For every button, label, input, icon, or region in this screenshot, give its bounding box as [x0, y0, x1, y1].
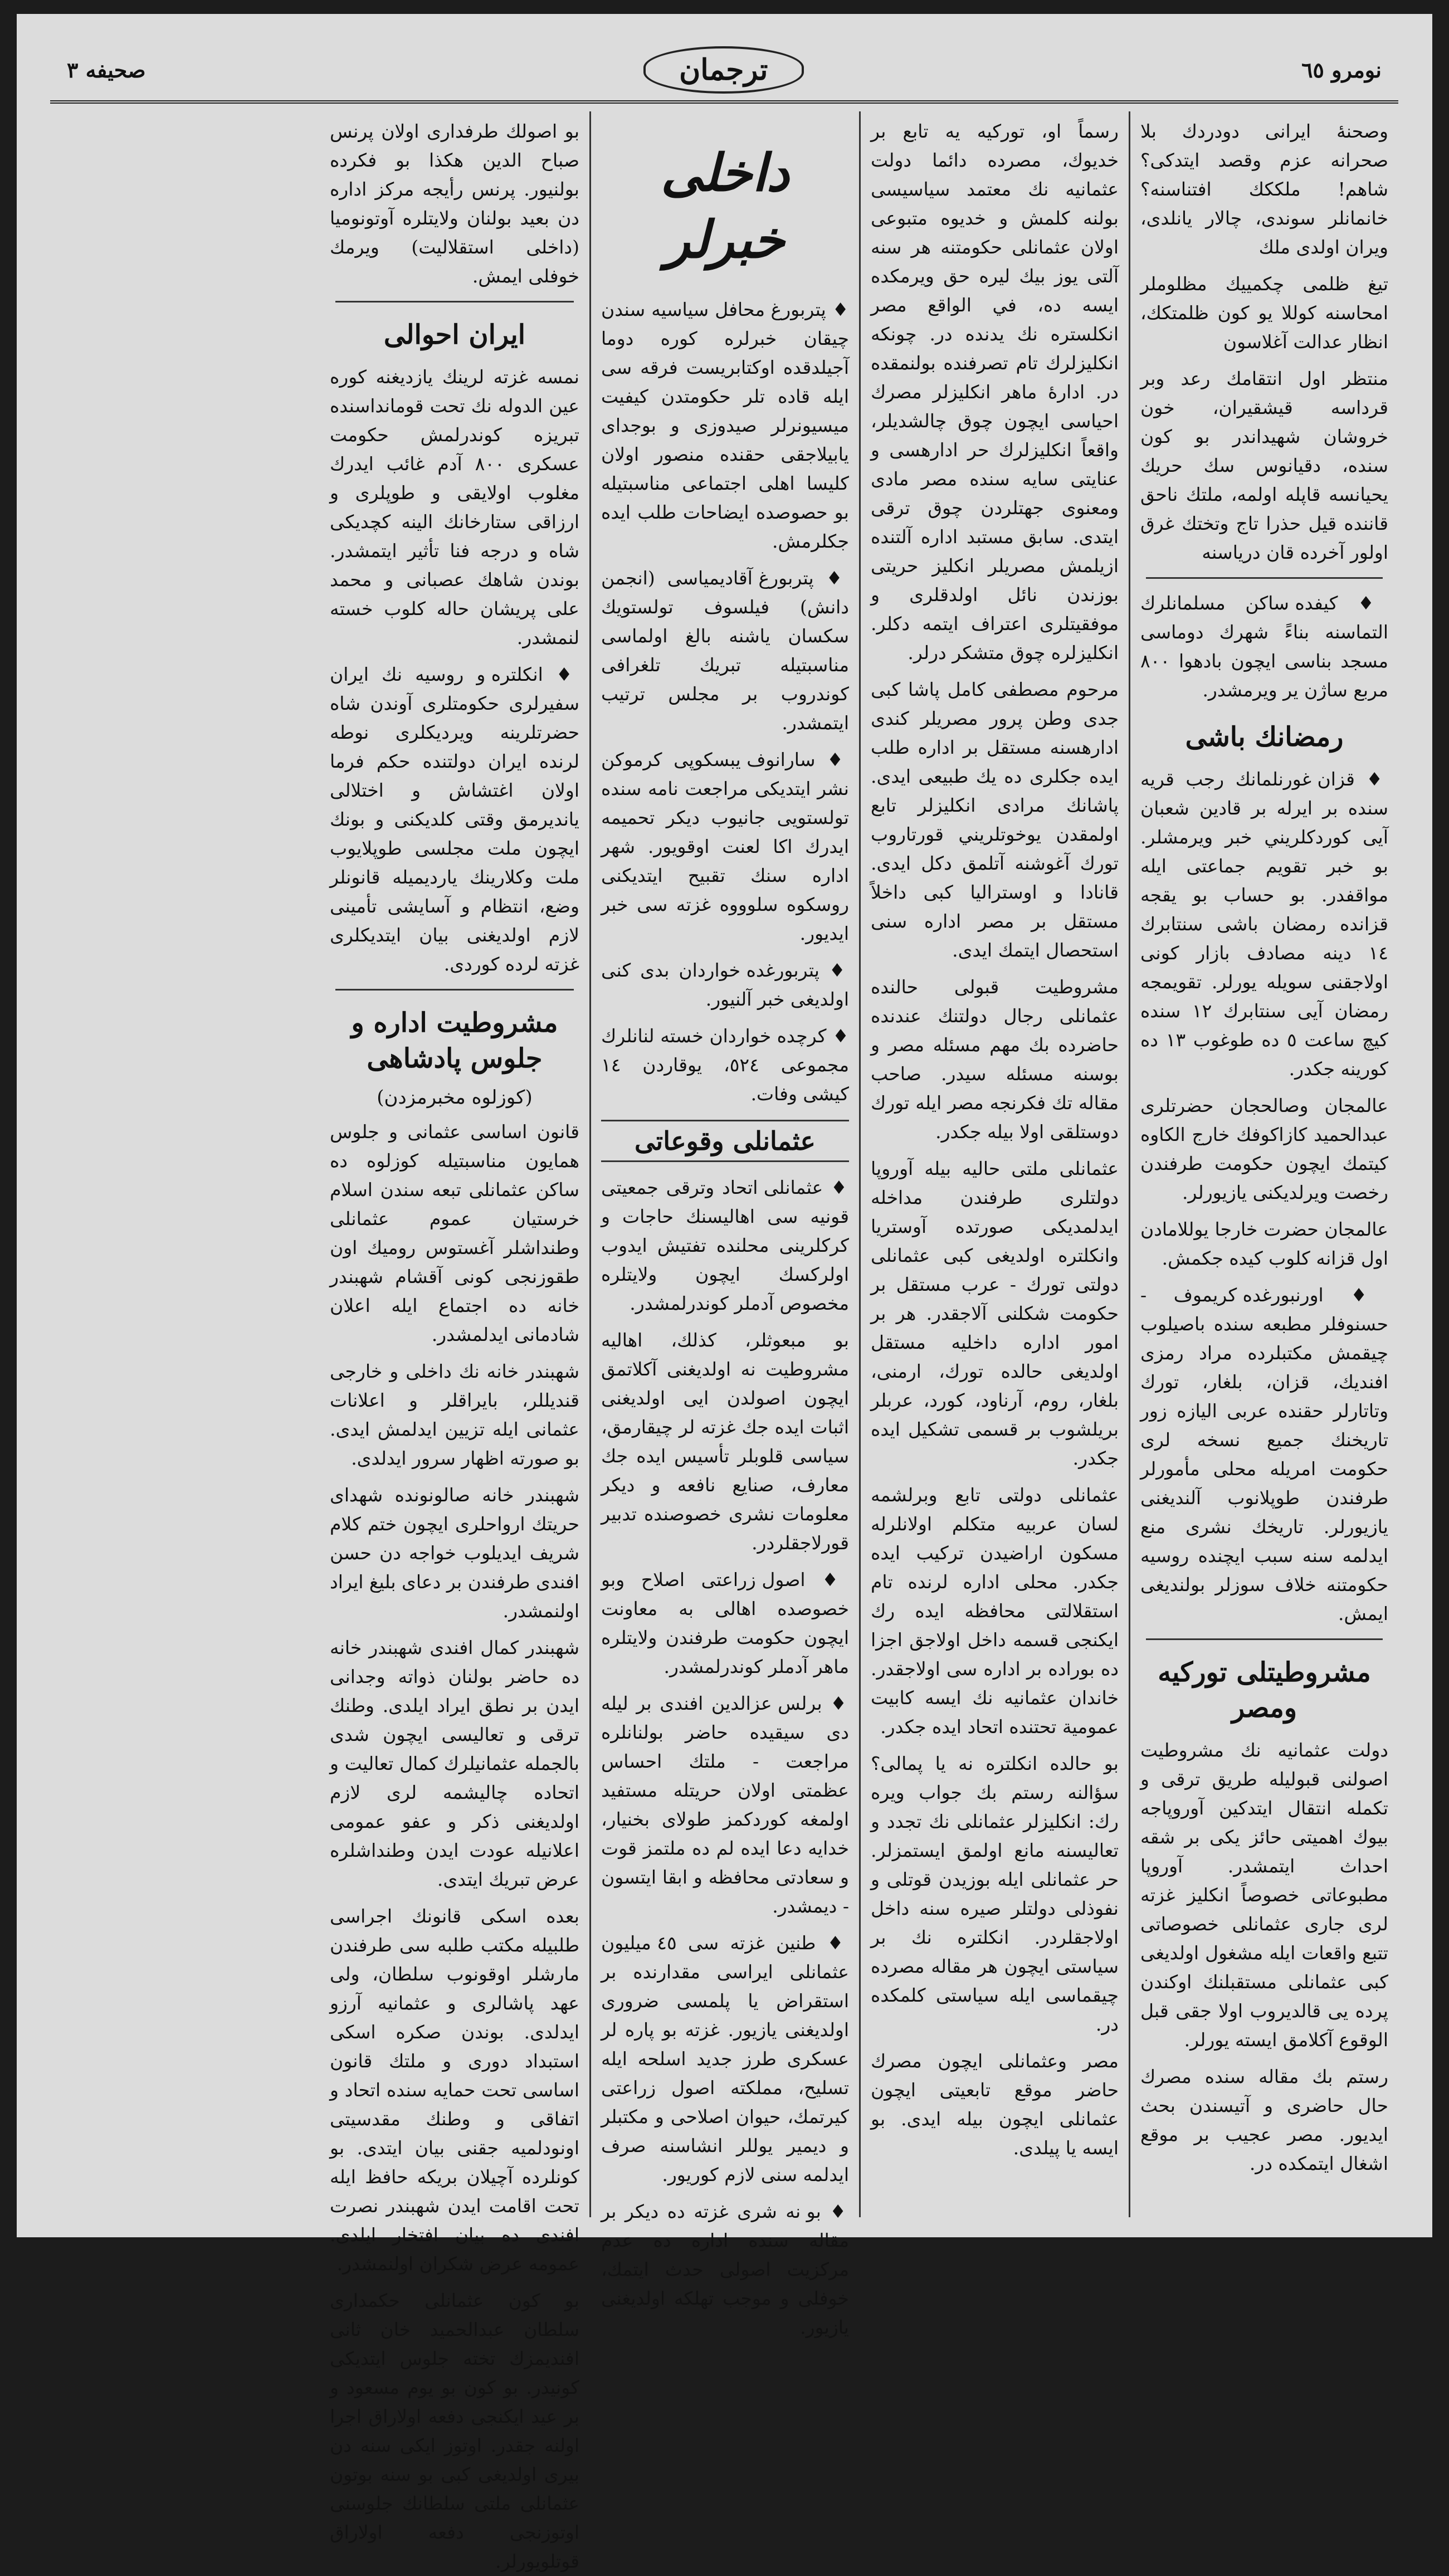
news-item: عالمجان حضرت خارجا يوللامادن اول قزانه كلوب كيده جكمش. — [1140, 1218, 1388, 1269]
section-heading-iran: ايران احوالى — [383, 319, 526, 350]
news-item: ♦ عثمانلى اتحاد وترقى جمعيتى قونيه سى اهاليسنك حاجات و كركلرينى محلنده تفتيش ايدوب اولركسك ايچون ولايتلره مخصوص آدملر كوندرلمشدر. — [601, 1173, 849, 1318]
columns — [50, 111, 1398, 2572]
news-item: ♦ پتربورغ محافل سياسيه سندن چيقان خبرلره كوره دوما آجيلدقده اوكتابريست فرقه سى ايله قاده تلر حكومتدن كيفيت ميسيونرلر صيدوزى و بوجداى يابيلاجقى حقنده منصور اولان كليسا اهلى اجتماعى مناسبتيله بو حصوصده ايضاحات طلب ايده جكلرمش. — [601, 295, 849, 556]
article-paragraph: بعده اسكى قانونك اجراسى طلبيله مكتب طلبه سى طرفندن مارشلر اوقونوب سلطان، ولى عهد پاشالرى و عثمانيه آرزو ايدلدى. بوندن صكره اسكى استبداد دورى و ملتك قانون اساسى تحت حمايه سنده اتحاد و اتفاقى و وطنك مقدسيتى اونودلميه جقنى بيان ايتدى. بو كونلرده آچيلان بريكه حافظ ايله تحت اقامت ايدن شهبندر نصرت افندى ده بيان افتخار ايلدى. عمومه عرض شكران اولنمشدر. — [330, 1905, 579, 2275]
poem-stanza: تيغ ظلمى چكمييك مظلوملر امحاسنه كوللا يو كون ظلمتكك، انظار عدالت آغلاسون — [1140, 273, 1388, 353]
article-paragraph: شهبندر خانه صالونونده شهداى حريتك ارواحلرى ايچون ختم كلام شريف ايديلوب خواجه دن حسن افندى طرفندن بر دعاى بليغ ايراد اولنمشدر. — [330, 1484, 579, 1622]
article-heading: مشروطيت اداره و جلوس پادشاهى — [351, 1007, 558, 1074]
news-item: عالمجان وصالحجان حضرتلرى عبدالحميد كازاكوفك خارج الكاوه كيتمك ايچون حكومت طرفندن رخصت ويرلديكنى يازيورلر. — [1140, 1095, 1388, 1203]
news-item: ♦ پتربورغ آقاديمياسى (انجمن دانش) فيلسوف تولستويك سكسان ياشنه بالغ اولماسى مناسبتيله تبريك تلغرافى كوندروب بر مجلس ترتيب ايتمشدر. — [601, 564, 849, 738]
article-paragraph: قانون اساسى عثمانى و جلوس همايون مناسبتيله كوزلوه ده ساكن عثمانلى تبعه سندن اسلام خرستيان عموم عثمانلى وطنداشلر آغستوس روميك اون طقوزنجى كونى آقشام شهبندر خانه ده اجتماع ايله اعلان شادمانى ايدلمشدر. — [330, 1121, 579, 1345]
correspondent-note: (كوزلوه مخبرمزدن) — [377, 1086, 533, 1109]
divider — [1146, 1638, 1383, 1640]
page-number: صحيفه ٣ — [67, 57, 146, 82]
news-item: ♦ سارانوف يبسكوپى كرموكن نشر ايتديكى مراجعت نامه سنده تولستويى جانيوب ديكر تحميمه ايدرك اكا لعنت اوقويور. شهر اداره سنك تقبيح ايتديكنى روسكوه سلوووه غزته سى خبر ايديور. — [601, 745, 849, 948]
newspaper-page — [17, 14, 1432, 2572]
news-item: بو مبعوثلر، كذلك، اهاليه مشروطيت نه اولديغنى آكلاتمق ايچون اصولدن ايى اولديغنى اثبات ايده جك غزته لر چيقارمق، سياسى قلوبلر تأسيس ايده جك معارف، صنايع نافعه و ديكر معلومات نشرى خصوصنده تدبير قورلاجقلردر. — [601, 1329, 849, 1554]
masthead — [50, 39, 1398, 104]
divider — [335, 989, 574, 991]
section-heading-ottoman: عثمانلى وقوعاتى — [601, 1120, 849, 1162]
article-paragraph: نمسه غزته لرينك يازديغنه كوره عين الدوله نك تحت قومانداسنده تبريزه كوندرلمش حكومت عسكرى ٨٠٠ آدم غائب ايدرك مغلوب اولايقى و طوپلرى و ارزاقى ستارخانك الينه كچديكى شاه و درجه فنا تأثير ايتمشدر. بوندن شاهك عصبانى و محمد على پريشان حاله كلوب خسته لنمشدر. — [330, 366, 579, 648]
news-item: ♦ بو نه شرى غزته ده ديكر بر مقاله سنده اداره ده عدم مركزيت اصولى حدث ايتمك، خوفلى و موجب تهلكه اولديغنى يازيور. — [601, 2197, 849, 2342]
newspaper-title: ترجمان — [643, 46, 803, 94]
news-item: ♦ پتربورغده خواردان بدى كنى اولديغى خبر آلنيور. — [601, 956, 849, 1014]
issue-number: نومرو ٦٥ — [1301, 57, 1382, 82]
article-paragraph: شهبندر كمال افندى شهبندر خانه ده حاضر بولنان ذواته وجدانى ايدن بر نطق ايراد ايلدى. وطنك ترقى و تعاليسى ايچون شدى بالجمله عثمانيلرك كمال تعاليت و اتحاده چاليشمه لرى لازم اولديغنى ذكر و عفو عمومى اعلانيله عودت ايدن وطنداشلره عرض تبريك ايتدى. — [330, 1637, 579, 1890]
article-paragraph: دولت عثمانيه نك مشروطيت اصولنى قبوليله طريق ترقى و تكمله انتقال ايتدكين آوروپاجه بيوك اهميتى حائز يكى بر شقه احداث ايتمشدر. آوروپا مطبوعاتى خصوصاً انكليز غزته لرى جارى عثمانلى خصوصاتى تتبع واقعات ايله مشغول اولديغى كبى عثمانلى مستقبلنك اوكندن پرده يى قالديروب اولا جقى قبل الوقوع آكلامق ايسته يورلر. — [1140, 1739, 1388, 2051]
news-item: ♦ انكلتره و روسيه نك ايران سفيرلرى حكومتلرى آوندن شاه حضرتلرينه ويرديكلرى نوطه لرنده ايران دولتنده حكم فرما اولان اغتشاش و اختلالى يانديرمق وقتى كلديكنى و بونك ايچون ملت مجلسى طوپلايوب ملت وكلارينك يارديميله قانونلر وضع، انتظام و آسايشى تأمينى لازم اولديغنى بيان ايتديكلرى غزته لرده كوردى. — [330, 660, 579, 979]
poem-stanza: وصحنهٔ ايرانى دودردك بلا صحرانه عزم وقصد ايتدكى؟ شاهم! ملككك افتناسنه؟ خانمانلر سوندى، چالار يانلدى، ويران اولدى ملك — [1140, 120, 1388, 258]
article-paragraph: مصر وعثمانلى ايچون مصرك حاضر موقع تابعيتى ايچون عثمانلى ايچون بيله ايدى. بو ايسه يا پيلدى. — [871, 2050, 1119, 2159]
column-3 — [589, 111, 859, 2338]
section-heading: رمضانك باشى — [1185, 721, 1344, 753]
news-item: ♦ كرچده خواردان خسته لنانلرك مجموعى ٥٢٤، يوقاردن ١٤ كيشى وفات. — [601, 1022, 849, 1109]
news-item: ♦ طنين غزته سى ٤٥ ميليون عثمانلى ايراسى مقدارنده بر استقراض يا پلمسى ضرورى اولديغنى يازيور. غزته بو پاره لر عسكرى طرز جديد اسلحه ايله تسليح، مملكته اصول زراعتى كيرتمك، حيوان اصلاحى و مكتبلر و ديمير يوللر انشاسنه صرف ايدلمه سنى لازم كوريور. — [601, 1929, 849, 2189]
article-paragraph: بو حالده انكلتره نه يا پمالى؟ سؤالنه رستم بك جواب ويره رك: انكليزلر عثمانلى نك تجدد و تعاليسنه مانع اولمق ايستمزلر. حر عثمانلى ايله بوزيدن قوتلى و نفوذلى دولتلر صيره سنه داخل اولاجقلردر. انكلتره نك بر سياستى ايچون هر مقاله مصرده چيقماسى ايله سياستى كلمكده در. — [871, 1753, 1119, 2035]
news-item: ♦ برلس عزالدين افندى بر ليله دى سيقيده حاضر بولنانلره مراجعت - ملتك احساس عظمتى اولان حريتله مستفيد اولمغه كوردكمز طولاى بخنيار، خدايه دعا ايده لم ده ملتمز قوت و سعادتى محافظه و ابقا ايتسون - ديمشدر. — [601, 1689, 849, 1921]
news-item: ♦ كيفده ساكن مسلمانلرك التماسنه بناءً شهرك دوماسى مسجد بناسى ايچون بادهوا ٨٠٠ مربع ساژن ير ويرمشدر. — [1140, 589, 1388, 705]
article-paragraph: مشروطيت قبولى حالنده عثمانلى رجال دولتنك عندنده حاضرده بك مهم مسئله مصر و بوسنه مسئله سيدر. صاحب مقاله تك فكرنجه مصر ايله تورك دوستلقى اولا بيله جكدر. — [871, 976, 1119, 1143]
news-item: ♦ قزان غورنلمانك رجب قريه سنده بر ايرله بر قادين شعبان آيى كوردكلريني خبر ويرمشلر. بو خبر تقويم جماعتى ايله مواقفدر. بو حساب بو يقجه قزانده رمضان باشى سنتابرك ١٤ دينه مصادف بازار كونى اولاجقنى سويله يورلر. تقويمجه رمضان آيى سنتابرك ١٢ سنده كيچ ساعت ٥ ده طوغوب ١٣ ده كورينه جكدر. — [1140, 765, 1388, 1084]
column-4 — [320, 111, 589, 2572]
article-heading: مشروطيتلى توركيه ومصر — [1158, 1657, 1371, 1724]
article-paragraph: رسماً او، توركيه يه تابع بر خديوك، مصرده دائما دولت عثمانيه نك معتمد سياسيسى بولنه كلمش و خديوه متبوعى اولان عثمانلى حكومتنه هر سنه آلتى يوز بيك ليره حق ويرمكده ايسه ده، في الواقع مصر انكلستره نك يدنده در. چونكه انكليزلرك تام تصرفنده بولنمقده در. ادارهٔ ماهر انكليزلر مصرك احياسى ايچون چوق چالشديلر، واقعاً انكليزلرك حر ادارهسى و عنايتى سايه سنده مصر مادى ومعنوى جهتلردن چوق ترقى ايتدى. سابق مستبد اداره آلتنده ازيلمش مصريلر انكليز حريتى بوزندن نائل اولدقلرى و موفقيتلرى اعتراف ايتمه دكلر. انكليزلره چوق متشكر درلر. — [871, 120, 1119, 663]
divider — [1146, 577, 1383, 579]
article-paragraph: عثمانلى دولتى تابع وبرلشمه لسان عربيه متكلم اولانلرله مسكون اراضيدن تركيب ايده جكدر. محلى اداره لرنده تام استقلالتى محافظه ايده رك ايكنجى قسمه داخل اولاجق اجزا ده بوراده بر اداره سى اولاجقدر. خاندان عثمانيه نك ايسه كابيت عمومية تحتنده اتحاد ايده جكدر. — [871, 1484, 1119, 1738]
article-paragraph: شهبندر خانه نك داخلى و خارجى قنديللر، بايراقلر و اعلانات عثمانى ايله تزيين ايدلمش ايدى. بو صورته اظهار سرور ايدلدى. — [330, 1360, 579, 1469]
column-1 — [1129, 111, 1398, 2217]
column-2 — [859, 111, 1129, 2217]
article-paragraph: مرحوم مصطفى كامل پاشا كبى جدى وطن پرور مصريلر كندى ادارهسنه مستقل بر اداره طلب ايده جكلرى ده يك طبيعى ايدى. پاشانك مرادى انكليزلر تابع اولمقدن يوخوتلريني قورتاروب تورك آغوشنه آتلمق دكل ايدى. قانادا و اوستراليا كبى داخلاً مستقل بر مصر اداره سنى استحصال ايتمك ايدى. — [871, 679, 1119, 961]
section-heading-domestic: داخلى خبرلر — [661, 143, 789, 270]
article-paragraph: بو اصولك طرفدارى اولان پرنس صباح الدين هكذا بو فكرده بولنيور. پرنس رأيجه مركز اداره دن بعيد بولنان ولايتلره آوتونوميا (داخلى استقلاليت) ويرمك خوفلى ايمش. — [330, 120, 579, 287]
divider — [335, 301, 574, 303]
poem-stanza: منتظر اول انتقامك رعد وبر قرداسه قيشقيران، خون خروشان شهيداندر بو كون سنده، دقيانوس سك حريك يحيانسه قاپله اولمه، ملتك ناحق قاننده قيل حذرا تاج وتختك غرق اولور آخرده قان درياسنه — [1140, 368, 1388, 563]
news-item: ♦ اورنبورغده كريموف - حسنوفلر مطبعه سنده باصيلوب چيقمش مكتبلرده مراد رمزى افنديك، قزان، بلغار، تورك وتاتارلر حقنده عربى اليازه زور تاريخنك جميع نسخه لرى حكومت امريله محلى مأمورلر طرفندن طوپلانوب آلنديغنى يازيورلر. تاريخك نشرى منع ايدلمه سنه سبب ايچنده روسيه حكومتنه خلاف سوزلر بولنديغى ايمش. — [1140, 1281, 1388, 1628]
article-paragraph: عثمانلى ملتى حاليه بيله آوروپا دولتلرى طرفندن مداخله ايدلمديكى صورتده آوستريا وانكلتره اولديغى كبى عثمانلى دولتى تورك - عرب مستقل بر حكومت شكلنى آلاجقدر. هر بر امور اداره داخليه مستقل اولديغى حالده تورك، ارمنى، بلغار، روم، آرناود، كورد، عربلر بريلشوب بر قسمى تشكيل ايده جكدر. — [871, 1158, 1119, 1469]
article-paragraph: بو كون عثمانلى حكمدارى سلطان عبدالحميد خان ثانى افنديمزك تخته جلوس ايتديكى كونيدر. بو كون بو يوم مسعود و بر عيد ايكنجى دفعه اولاراق اجرا اولنه جقدر. اوتوز ايكى سنه دن بيرى اولديغى كبى بو سنه بوتون عثمانلى ملتى سلطانك جلوسنى اوتوزنجى دفعه اولاراق قوتلويورلر. — [330, 2290, 579, 2572]
article-paragraph: رستم بك مقاله سنده مصرك حال حاضرى و آتيسندن بحث ايديور. مصر عجيب بر موقع اشغال ايتمكده در. — [1140, 2066, 1388, 2174]
news-item: ♦ اصول زراعتى اصلاح وبو خصوصده اهالى به معاونت ايچون حكومت طرفندن ولايتلره ماهر آدملر كوندرلمشدر. — [601, 1565, 849, 1681]
